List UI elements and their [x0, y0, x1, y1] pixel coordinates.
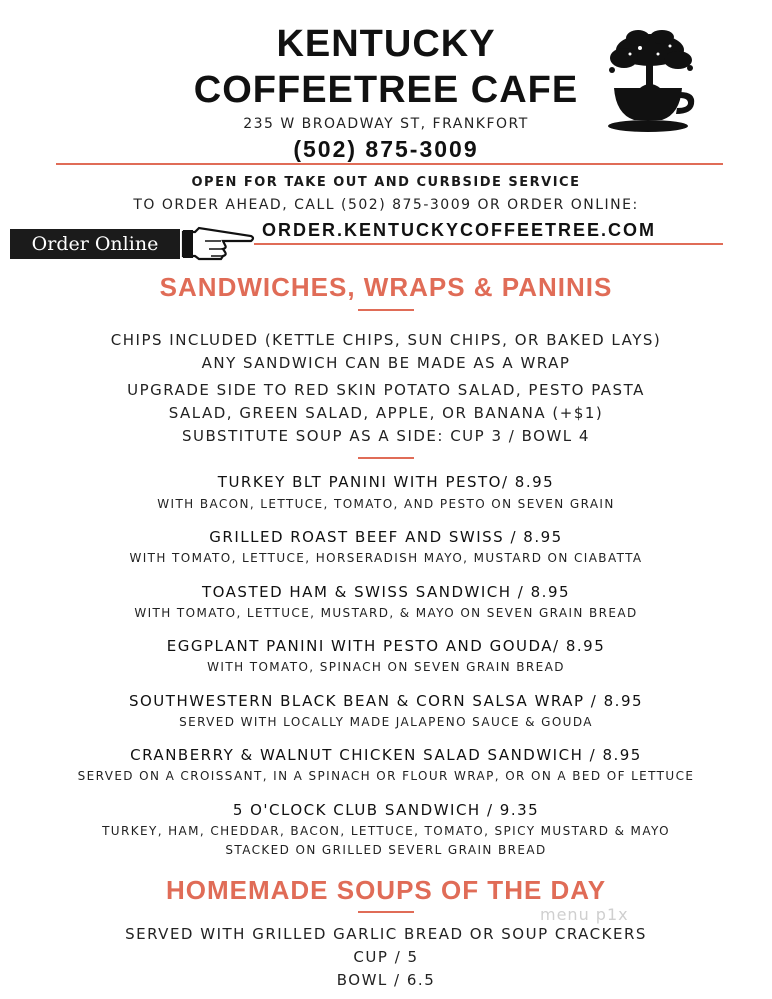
header-divider: [56, 163, 723, 165]
notes-rule: [358, 457, 414, 459]
note-upgrade-2: SALAD, GREEN SALAD, APPLE, OR BANANA (+$1): [168, 404, 604, 422]
cafe-name-line2: COFFEETREE CAFE: [193, 69, 579, 111]
menu-item-desc: SERVED WITH LOCALLY MADE JALAPENO SAUCE & GOUDA: [179, 715, 593, 729]
note-chips: CHIPS INCLUDED (KETTLE CHIPS, SUN CHIPS, OR BAKED LAYS): [110, 331, 662, 349]
menu-item-name: GRILLED ROAST BEEF AND SWISS / 8.95: [209, 528, 563, 546]
pointing-hand-icon: [181, 224, 255, 262]
menu-item-desc: WITH TOMATO, LETTUCE, MUSTARD, & MAYO ON SEVEN GRAIN BREAD: [134, 606, 638, 620]
soups-heading: HOMEMADE SOUPS OF THE DAY: [165, 875, 607, 905]
menu-item-name: EGGPLANT PANINI WITH PESTO AND GOUDA/ 8.95: [166, 637, 606, 655]
note-soup-side: SUBSTITUTE SOUP AS A SIDE: CUP 3 / BOWL 4: [182, 427, 590, 445]
order-url-link[interactable]: ORDER.KENTUCKYCOFFEETREE.COM: [262, 220, 657, 240]
cafe-name-line1: KENTUCKY: [276, 23, 496, 65]
sandwiches-heading: SANDWICHES, WRAPS & PANINIS: [159, 272, 613, 302]
menu-item-desc: WITH TOMATO, SPINACH ON SEVEN GRAIN BREAD: [207, 660, 565, 674]
coffeetree-cup-logo: [600, 28, 700, 140]
address: 235 W BROADWAY ST, FRANKFORT: [243, 116, 529, 132]
sandwiches-heading-rule: [358, 309, 414, 311]
menu-item-desc: SERVED ON A CROISSANT, IN A SPINACH OR FLOUR WRAP, OR ON A BED OF LETTUCE: [77, 769, 695, 783]
note-upgrade-1: UPGRADE SIDE TO RED SKIN POTATO SALAD, PESTO PASTA: [127, 381, 645, 399]
menu-item-name: SOUTHWESTERN BLACK BEAN & CORN SALSA WRAP / 8.95: [128, 692, 644, 710]
menu-item-desc: WITH BACON, LETTUCE, TOMATO, AND PESTO ON SEVEN GRAIN: [157, 497, 615, 511]
url-underline: [254, 243, 723, 245]
menu-item-name: TURKEY BLT PANINI WITH PESTO/ 8.95: [217, 473, 555, 491]
menu-item-desc: TURKEY, HAM, CHEDDAR, BACON, LETTUCE, TOMATO, SPICY MUSTARD & MAYO: [102, 824, 670, 838]
watermark: menu p1x: [540, 905, 629, 924]
soup-served-with: SERVED WITH GRILLED GARLIC BREAD OR SOUP CRACKERS: [125, 925, 647, 943]
note-wrap: ANY SANDWICH CAN BE MADE AS A WRAP: [201, 354, 571, 372]
menu-item-desc: WITH TOMATO, LETTUCE, HORSERADISH MAYO, MUSTARD ON CIABATTA: [129, 551, 643, 565]
open-notice: OPEN FOR TAKE OUT AND CURBSIDE SERVICE: [191, 175, 581, 190]
soup-bowl-price: BOWL / 6.5: [336, 971, 436, 989]
menu-item-name: TOASTED HAM & SWISS SANDWICH / 8.95: [201, 583, 571, 601]
menu-item-desc: STACKED ON GRILLED SEVERL GRAIN BREAD: [225, 843, 547, 857]
menu-item-name: 5 O'CLOCK CLUB SANDWICH / 9.35: [232, 801, 540, 819]
soups-heading-rule: [358, 911, 414, 913]
phone-number[interactable]: (502) 875-3009: [293, 136, 479, 162]
menu-item-name: CRANBERRY & WALNUT CHICKEN SALAD SANDWICH / 8.95: [130, 746, 642, 764]
order-ahead-text: TO ORDER AHEAD, CALL (502) 875-3009 OR ORDER ONLINE:: [133, 197, 639, 213]
order-online-button[interactable]: Order Online: [10, 229, 180, 259]
soup-cup-price: CUP / 5: [353, 948, 419, 966]
